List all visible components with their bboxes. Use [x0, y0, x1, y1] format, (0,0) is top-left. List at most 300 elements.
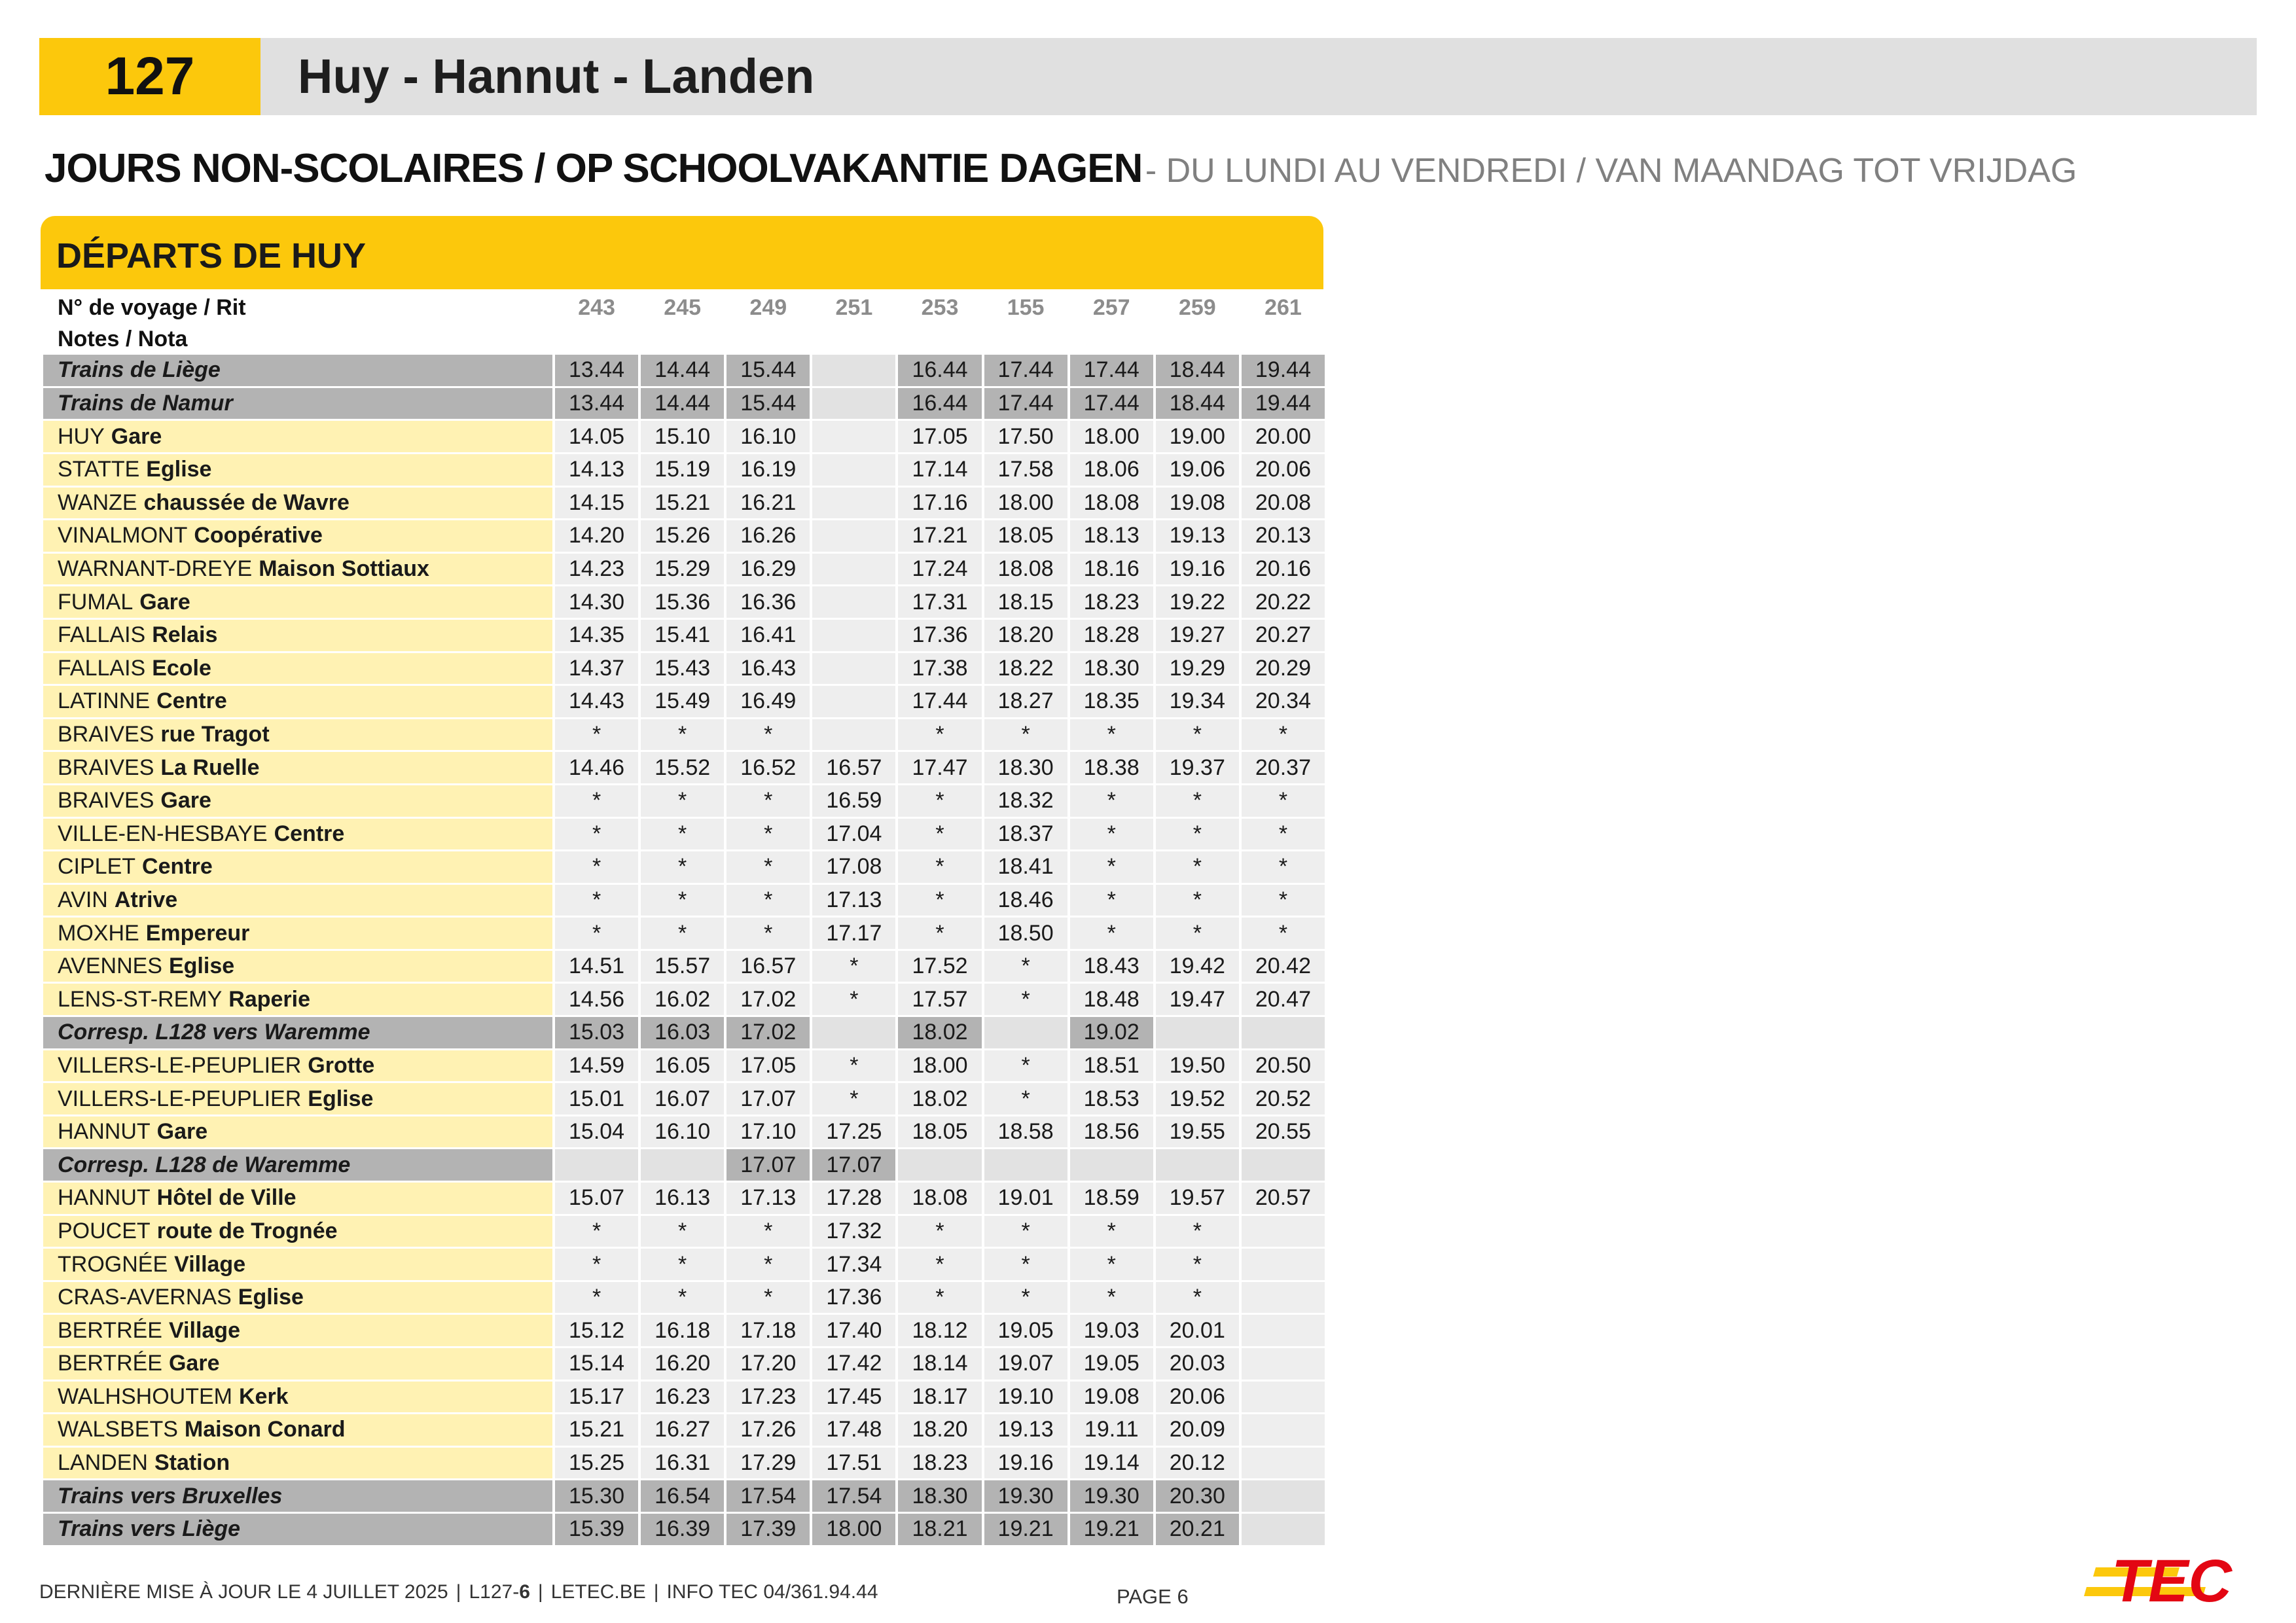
day-type-line — [45, 143, 2270, 205]
stop-locality: WARNANT-DREYE — [58, 556, 253, 582]
time-cell: * — [984, 1249, 1067, 1282]
time-cell: 19.06 — [1156, 454, 1239, 488]
time-cell: 16.10 — [641, 1116, 724, 1150]
stop-name — [43, 454, 552, 488]
time-cell: * — [898, 785, 981, 819]
time-cell: 17.05 — [898, 421, 981, 454]
stop-locality: LENS-ST-REMY — [58, 986, 223, 1012]
time-cell: 14.43 — [555, 686, 638, 719]
trip-number-row — [43, 293, 1325, 324]
stop-row — [43, 785, 1325, 819]
time-cell — [1242, 1514, 1325, 1547]
note-cell — [555, 324, 638, 355]
time-cell: 17.07 — [812, 1149, 895, 1183]
time-cell: 15.17 — [555, 1382, 638, 1415]
stop-point: Maison Conard — [184, 1417, 346, 1442]
time-cell: 20.06 — [1156, 1382, 1239, 1415]
stop-locality: BRAIVES — [58, 788, 154, 813]
footer-separator: | — [456, 1581, 461, 1603]
time-cell: 16.54 — [641, 1480, 724, 1514]
time-cell: 18.56 — [1070, 1116, 1153, 1150]
stop-locality: TROGNÉE — [58, 1251, 168, 1277]
time-cell: 17.16 — [898, 488, 981, 521]
time-cell: * — [1070, 1216, 1153, 1249]
time-cell: * — [555, 785, 638, 819]
time-cell: 16.20 — [641, 1348, 724, 1382]
stop-name — [43, 488, 552, 521]
note-cell — [984, 324, 1067, 355]
time-cell: 19.47 — [1156, 984, 1239, 1017]
stop-name — [43, 885, 552, 918]
time-cell — [812, 586, 895, 620]
time-cell — [555, 1149, 638, 1183]
time-cell: 18.05 — [898, 1116, 981, 1150]
stop-row — [43, 1315, 1325, 1348]
time-cell: 17.50 — [984, 421, 1067, 454]
time-cell: 17.31 — [898, 586, 981, 620]
time-cell — [812, 719, 895, 753]
stop-row — [43, 586, 1325, 620]
footer-updated: DERNIÈRE MISE À JOUR LE 4 JUILLET 2025 — [39, 1581, 448, 1603]
time-cell: 14.30 — [555, 586, 638, 620]
footer-website[interactable]: LETEC.BE — [550, 1581, 646, 1603]
time-cell — [1242, 1249, 1325, 1282]
note-cell — [726, 324, 810, 355]
time-cell: 18.21 — [898, 1514, 981, 1547]
time-cell: 18.02 — [898, 1017, 981, 1050]
time-cell: * — [641, 719, 724, 753]
connection-label: Corresp. L128 vers Waremme — [43, 1017, 552, 1050]
time-cell: * — [1070, 719, 1153, 753]
stop-point: Eglise — [308, 1086, 374, 1111]
stop-name — [43, 984, 552, 1017]
time-cell: 20.21 — [1156, 1514, 1239, 1547]
time-cell: 18.00 — [898, 1050, 981, 1084]
stop-locality: WALSBETS — [58, 1417, 178, 1442]
time-cell: 17.52 — [898, 951, 981, 984]
stop-point: chaussée de Wavre — [143, 490, 350, 515]
time-cell: 16.03 — [641, 1017, 724, 1050]
stop-locality: VILLE-EN-HESBAYE — [58, 821, 268, 846]
stop-name — [43, 421, 552, 454]
time-cell: * — [1242, 918, 1325, 951]
time-cell — [1156, 1017, 1239, 1050]
time-cell: 15.10 — [641, 421, 724, 454]
time-cell — [812, 520, 895, 554]
stop-point: Centre — [156, 688, 227, 714]
stop-locality: AVENNES — [58, 954, 162, 979]
time-cell: 17.02 — [726, 1017, 810, 1050]
time-cell: * — [555, 1249, 638, 1282]
time-cell: 17.25 — [812, 1116, 895, 1150]
stop-row — [43, 1050, 1325, 1084]
connection-row — [43, 388, 1325, 421]
time-cell: 20.08 — [1242, 488, 1325, 521]
time-cell: 18.35 — [1070, 686, 1153, 719]
time-cell: 14.23 — [555, 554, 638, 587]
time-cell: 19.50 — [1156, 1050, 1239, 1084]
time-cell: * — [1242, 885, 1325, 918]
time-cell: * — [984, 1050, 1067, 1084]
stop-locality: VILLERS-LE-PEUPLIER — [58, 1086, 302, 1111]
time-cell: * — [1242, 851, 1325, 885]
stop-locality: HUY — [58, 423, 105, 449]
time-cell: * — [1070, 851, 1153, 885]
notes-label: Notes / Nota — [43, 324, 552, 355]
time-cell: 18.30 — [984, 752, 1067, 785]
time-cell: 19.13 — [984, 1414, 1067, 1448]
time-cell: 20.09 — [1156, 1414, 1239, 1448]
stop-point: Grotte — [308, 1052, 375, 1078]
time-cell: 17.32 — [812, 1216, 895, 1249]
time-cell: 17.24 — [898, 554, 981, 587]
day-range: - DU LUNDI AU VENDREDI / VAN MAANDAG TOT VRIJDAG — [1145, 152, 2077, 190]
time-cell: * — [1156, 819, 1239, 852]
stop-row — [43, 1448, 1325, 1481]
time-cell: 17.10 — [726, 1116, 810, 1150]
route-header-bar — [39, 38, 2257, 115]
time-cell: 20.00 — [1242, 421, 1325, 454]
time-cell: 18.00 — [812, 1514, 895, 1547]
stop-name — [43, 1414, 552, 1448]
time-cell: 20.52 — [1242, 1083, 1325, 1116]
time-cell: 16.52 — [726, 752, 810, 785]
time-cell: 19.13 — [1156, 520, 1239, 554]
time-cell: * — [1070, 1249, 1153, 1282]
stop-point: Gare — [139, 589, 190, 615]
time-cell: 19.21 — [984, 1514, 1067, 1547]
connection-row — [43, 1017, 1325, 1050]
time-cell: 18.17 — [898, 1382, 981, 1415]
route-title: Huy - Hannut - Landen — [298, 49, 815, 103]
time-cell: 19.57 — [1156, 1183, 1239, 1216]
time-cell: 16.02 — [641, 984, 724, 1017]
trip-number: 257 — [1070, 293, 1153, 324]
time-cell: 15.26 — [641, 520, 724, 554]
time-cell: 20.27 — [1242, 620, 1325, 653]
time-cell: 19.44 — [1242, 388, 1325, 421]
time-cell: 17.54 — [812, 1480, 895, 1514]
stop-name — [43, 719, 552, 753]
time-cell: 17.13 — [726, 1183, 810, 1216]
time-cell: 17.44 — [984, 355, 1067, 388]
time-cell: 17.58 — [984, 454, 1067, 488]
time-cell: 20.29 — [1242, 653, 1325, 687]
time-cell: 19.34 — [1156, 686, 1239, 719]
time-cell: 19.05 — [1070, 1348, 1153, 1382]
time-cell: * — [1156, 1216, 1239, 1249]
connection-row — [43, 1480, 1325, 1514]
stop-row — [43, 951, 1325, 984]
time-cell — [812, 620, 895, 653]
time-cell: * — [726, 851, 810, 885]
tec-logo — [2081, 1541, 2245, 1613]
time-cell: 18.23 — [898, 1448, 981, 1481]
time-cell: * — [898, 885, 981, 918]
stop-name — [43, 785, 552, 819]
stop-name — [43, 1382, 552, 1415]
stop-point: Ecole — [152, 655, 211, 681]
trip-number: 243 — [555, 293, 638, 324]
time-cell: * — [726, 1216, 810, 1249]
time-cell: 17.20 — [726, 1348, 810, 1382]
time-cell: 15.19 — [641, 454, 724, 488]
time-cell: 17.04 — [812, 819, 895, 852]
time-cell: 17.29 — [726, 1448, 810, 1481]
time-cell: 16.36 — [726, 586, 810, 620]
section-header — [41, 216, 1323, 289]
stop-row — [43, 520, 1325, 554]
time-cell: * — [1242, 719, 1325, 753]
stop-locality: VINALMONT — [58, 523, 188, 548]
time-cell: 18.20 — [984, 620, 1067, 653]
time-cell: 20.01 — [1156, 1315, 1239, 1348]
time-cell: 18.13 — [1070, 520, 1153, 554]
stop-row — [43, 1116, 1325, 1150]
time-cell — [812, 1017, 895, 1050]
time-cell: 17.07 — [726, 1149, 810, 1183]
stop-name — [43, 819, 552, 852]
time-cell: 16.59 — [812, 785, 895, 819]
time-cell: 19.00 — [1156, 421, 1239, 454]
stop-row — [43, 1083, 1325, 1116]
time-cell: 15.43 — [641, 653, 724, 687]
time-cell: 18.51 — [1070, 1050, 1153, 1084]
time-cell: * — [1156, 885, 1239, 918]
time-cell: 18.53 — [1070, 1083, 1153, 1116]
time-cell — [1242, 1216, 1325, 1249]
stop-row — [43, 885, 1325, 918]
stop-name — [43, 1216, 552, 1249]
time-cell: 15.44 — [726, 388, 810, 421]
time-cell: 15.49 — [641, 686, 724, 719]
time-cell: 15.21 — [555, 1414, 638, 1448]
time-cell: 18.23 — [1070, 586, 1153, 620]
time-cell: 19.21 — [1070, 1514, 1153, 1547]
time-cell: 17.18 — [726, 1315, 810, 1348]
note-cell — [641, 324, 724, 355]
time-cell: * — [1242, 785, 1325, 819]
stop-locality: AVIN — [58, 887, 108, 912]
time-cell: 15.41 — [641, 620, 724, 653]
stop-name — [43, 520, 552, 554]
note-cell — [1156, 324, 1239, 355]
stop-point: Gare — [156, 1119, 208, 1145]
time-cell: 18.27 — [984, 686, 1067, 719]
stop-row — [43, 1183, 1325, 1216]
time-cell: * — [641, 918, 724, 951]
time-cell: * — [641, 819, 724, 852]
stop-point: Coopérative — [194, 523, 323, 548]
time-cell: 16.39 — [641, 1514, 724, 1547]
time-cell — [812, 686, 895, 719]
stop-point: Atrive — [114, 887, 178, 912]
time-cell: 18.44 — [1156, 355, 1239, 388]
stop-name — [43, 1050, 552, 1084]
time-cell: * — [984, 951, 1067, 984]
time-cell: 18.05 — [984, 520, 1067, 554]
time-cell: * — [1156, 719, 1239, 753]
time-cell: * — [555, 851, 638, 885]
time-cell: * — [898, 1282, 981, 1315]
stop-row — [43, 1382, 1325, 1415]
time-cell: 20.30 — [1156, 1480, 1239, 1514]
time-cell: 18.46 — [984, 885, 1067, 918]
time-cell: * — [726, 885, 810, 918]
time-cell: 16.57 — [726, 951, 810, 984]
stop-name — [43, 554, 552, 587]
time-cell: 19.22 — [1156, 586, 1239, 620]
stop-name — [43, 1183, 552, 1216]
time-cell: 17.02 — [726, 984, 810, 1017]
note-cell — [1070, 324, 1153, 355]
stop-point: route de Trognée — [156, 1218, 338, 1243]
time-cell: * — [726, 918, 810, 951]
time-cell: 18.15 — [984, 586, 1067, 620]
time-cell: 17.39 — [726, 1514, 810, 1547]
time-cell: * — [984, 984, 1067, 1017]
stop-name — [43, 752, 552, 785]
time-cell — [1242, 1348, 1325, 1382]
time-cell: 20.12 — [1156, 1448, 1239, 1481]
stop-point: Relais — [152, 622, 218, 648]
time-cell: 16.07 — [641, 1083, 724, 1116]
time-cell: 18.28 — [1070, 620, 1153, 653]
trip-number: 253 — [898, 293, 981, 324]
stop-row — [43, 454, 1325, 488]
time-cell: 18.08 — [984, 554, 1067, 587]
time-cell: 17.07 — [726, 1083, 810, 1116]
time-cell — [1156, 1149, 1239, 1183]
time-cell: 16.26 — [726, 520, 810, 554]
stop-name — [43, 1348, 552, 1382]
stop-point: Eglise — [238, 1285, 304, 1310]
time-cell: 20.37 — [1242, 752, 1325, 785]
time-cell: 15.01 — [555, 1083, 638, 1116]
time-cell: 17.44 — [1070, 355, 1153, 388]
stop-point: Raperie — [228, 986, 310, 1012]
stop-row — [43, 819, 1325, 852]
time-cell: * — [726, 1282, 810, 1315]
time-cell: 20.16 — [1242, 554, 1325, 587]
time-cell: * — [1156, 785, 1239, 819]
time-cell — [1242, 1315, 1325, 1348]
stop-row — [43, 1282, 1325, 1315]
time-cell — [812, 454, 895, 488]
time-cell: 14.44 — [641, 388, 724, 421]
time-cell: 15.57 — [641, 951, 724, 984]
stop-point: Eglise — [146, 457, 212, 482]
time-cell: 16.27 — [641, 1414, 724, 1448]
time-cell — [1242, 1382, 1325, 1415]
time-cell: 20.06 — [1242, 454, 1325, 488]
time-cell: 19.42 — [1156, 951, 1239, 984]
stop-point: Centre — [274, 821, 345, 846]
time-cell: 18.02 — [898, 1083, 981, 1116]
time-cell — [812, 488, 895, 521]
time-cell: 17.05 — [726, 1050, 810, 1084]
footer-info: INFO TEC 04/361.94.44 — [666, 1581, 878, 1603]
stop-row — [43, 488, 1325, 521]
time-cell: 17.38 — [898, 653, 981, 687]
stop-locality: BERTRÉE — [58, 1351, 162, 1376]
time-cell: 19.10 — [984, 1382, 1067, 1415]
stop-row — [43, 918, 1325, 951]
time-cell: 15.36 — [641, 586, 724, 620]
time-cell: 14.13 — [555, 454, 638, 488]
connection-label: Trains de Namur — [43, 388, 552, 421]
time-cell: 19.52 — [1156, 1083, 1239, 1116]
time-cell: * — [1242, 819, 1325, 852]
time-cell: 14.35 — [555, 620, 638, 653]
time-cell: 18.00 — [1070, 421, 1153, 454]
time-cell: 18.59 — [1070, 1183, 1153, 1216]
time-cell: 14.37 — [555, 653, 638, 687]
time-cell — [1242, 1414, 1325, 1448]
time-cell: 15.25 — [555, 1448, 638, 1481]
time-cell: 16.10 — [726, 421, 810, 454]
time-cell: 19.11 — [1070, 1414, 1153, 1448]
stop-name — [43, 1282, 552, 1315]
day-type: JOURS NON-SCOLAIRES / OP SCHOOLVAKANTIE DAGEN — [45, 146, 1143, 191]
stop-row — [43, 686, 1325, 719]
time-cell: * — [726, 819, 810, 852]
time-cell — [812, 388, 895, 421]
stop-name — [43, 1448, 552, 1481]
time-cell: 17.28 — [812, 1183, 895, 1216]
stop-locality: FALLAIS — [58, 622, 146, 648]
trip-label: N° de voyage / Rit — [43, 293, 552, 324]
stop-point: Centre — [142, 854, 213, 880]
time-cell: * — [641, 851, 724, 885]
time-cell: * — [898, 1249, 981, 1282]
logo-text: TEC — [2111, 1548, 2232, 1613]
time-cell: 18.48 — [1070, 984, 1153, 1017]
time-cell: 19.30 — [1070, 1480, 1153, 1514]
stop-row — [43, 984, 1325, 1017]
time-cell: * — [555, 719, 638, 753]
time-cell: 16.31 — [641, 1448, 724, 1481]
time-cell: 18.00 — [984, 488, 1067, 521]
time-cell: 14.56 — [555, 984, 638, 1017]
time-cell — [1070, 1149, 1153, 1183]
stop-locality: WANZE — [58, 490, 137, 515]
trip-number: 245 — [641, 293, 724, 324]
time-cell: 17.14 — [898, 454, 981, 488]
time-cell: * — [984, 1216, 1067, 1249]
stop-point: Village — [174, 1251, 246, 1277]
stop-locality: WALHSHOUTEM — [58, 1383, 232, 1409]
time-cell — [984, 1149, 1067, 1183]
time-cell: 15.04 — [555, 1116, 638, 1150]
stop-locality: MOXHE — [58, 920, 139, 946]
time-cell: * — [726, 785, 810, 819]
time-cell: 17.44 — [984, 388, 1067, 421]
time-cell: * — [555, 885, 638, 918]
stop-name — [43, 1083, 552, 1116]
trip-number: 261 — [1242, 293, 1325, 324]
trip-number: 249 — [726, 293, 810, 324]
time-cell: 17.44 — [1070, 388, 1153, 421]
time-cell: * — [555, 819, 638, 852]
time-cell: 19.14 — [1070, 1448, 1153, 1481]
stop-locality: BRAIVES — [58, 722, 154, 747]
time-cell: 14.44 — [641, 355, 724, 388]
footer-separator: | — [537, 1581, 543, 1603]
time-cell: 17.21 — [898, 520, 981, 554]
stop-row — [43, 554, 1325, 587]
time-cell: * — [812, 1050, 895, 1084]
